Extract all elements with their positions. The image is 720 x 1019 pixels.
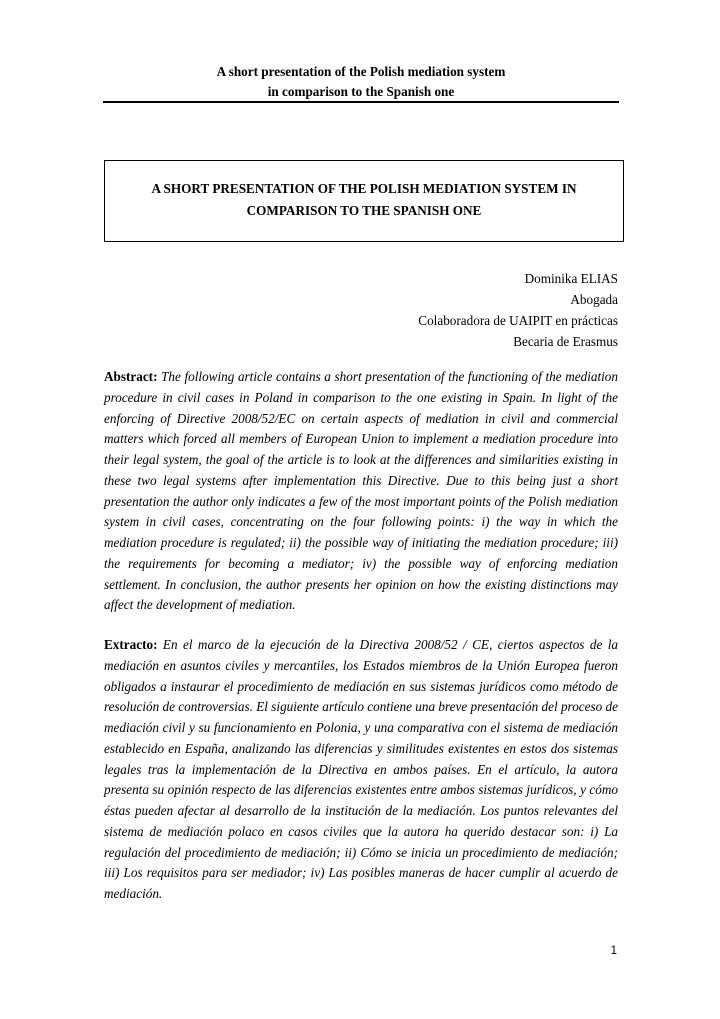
author-scholarship: Becaria de Erasmus: [513, 334, 618, 349]
abstract-label: Abstract:: [104, 369, 158, 384]
extracto-paragraph: [104, 635, 618, 905]
author-block: [418, 268, 618, 352]
running-header: [104, 62, 618, 102]
extracto-text: En el marco de la ejecución de la Directiva 2008/52 / CE, ciertos aspectos de la mediación en asuntos civiles y mercantiles, los Estados miembros de la Unión Europea fueron obligados a instaurar el procedimiento de mediación en sus sistemas jurídicos como método de resolución de controversias. El siguiente artículo contiene una breve presentación del proceso de mediación civil y su funcionamiento en Polonia, y una comparativa con el sistema de mediación establecido en España, analizando las diferencias y similitudes existentes en estos dos sistemas legales tras la implementación de la Directiva en ambos países. En el artículo, la autora presenta su opinión respecto de las diferencias existentes entre ambos sistemas jurídicos, y cómo éstas pueden afectar al desarrollo de la institución de la mediación. Los puntos relevantes del sistema de mediación polaco en casos civiles que la autora ha querido destacar son: i) La regulación del procedimiento de mediación; ii) Cómo se inicia un procedimiento de mediación; iii) Los requisitos para ser mediador; iv) Las posibles maneras de hacer cumplir al acuerdo de mediación.: [104, 637, 619, 901]
running-header-line-1: A short presentation of the Polish mediation system: [216, 64, 506, 79]
header-divider: [103, 101, 619, 103]
abstract-paragraph: [104, 367, 618, 616]
author-role: Abogada: [570, 292, 618, 307]
author-name: Dominika ELIAS: [524, 271, 618, 286]
article-title: [105, 178, 623, 222]
article-title-line-2: COMPARISON TO THE SPANISH ONE: [246, 203, 482, 218]
page-number: 1: [610, 945, 617, 957]
title-box: [104, 160, 624, 242]
author-affiliation: Colaboradora de UAIPIT en prácticas: [418, 313, 618, 328]
running-header-line-2: in comparison to the Spanish one: [267, 84, 455, 99]
abstract-text: The following article contains a short presentation of the functioning of the mediation procedure in civil cases in Poland in comparison to the one existing in Spain. In light of the enforcing of Directive 2008/52/EC on certain aspects of mediation in civil and commercial matters which forced all members of European Union to implement a mediation procedure into their legal system, the goal of the article is to look at the differences and similarities existing in these two legal systems after implementation this Directive. Due to this being just a short presentation the author only indicates a few of the most important points of the Polish mediation system in civil cases, concentrating on the four following points: i) the way in which the mediation procedure is regulated; ii) the possible way of initiating the mediation procedure; iii) the requirements for becoming a mediator; iv) the possible way of enforcing mediation settlement. In conclusion, the author presents her opinion on how the existing distinctions may affect the development of mediation.: [104, 369, 618, 613]
extracto-label: Extracto:: [104, 637, 158, 652]
article-title-line-1: A SHORT PRESENTATION OF THE POLISH MEDIATION SYSTEM IN: [151, 181, 577, 196]
